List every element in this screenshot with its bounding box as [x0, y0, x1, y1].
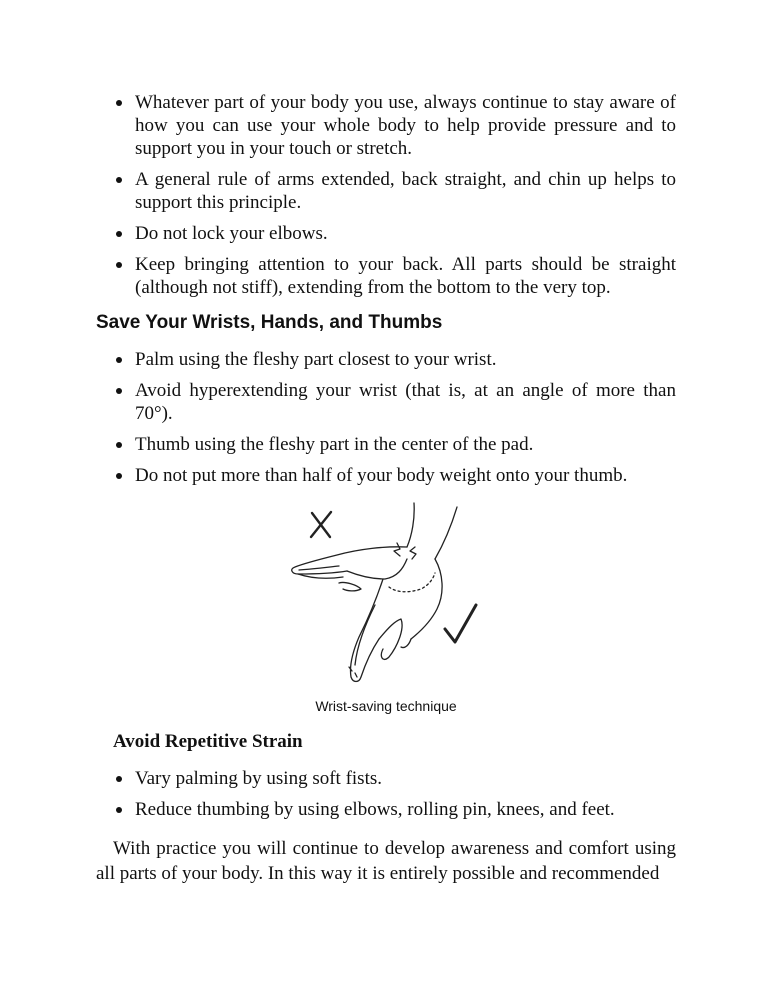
list-item — [96, 253, 676, 299]
bullet-icon — [116, 357, 122, 363]
bullet-icon — [116, 442, 122, 448]
list-item-text: Reduce thumbing by using elbows, rolling pin, knees, and feet. — [135, 799, 615, 820]
wrist-tips-list — [96, 348, 676, 495]
list-item — [96, 91, 676, 160]
list-item — [96, 168, 676, 214]
bullet-icon — [116, 473, 122, 479]
list-item — [96, 767, 676, 790]
bullet-icon — [116, 231, 122, 237]
list-item-text: Whatever part of your body you use, always continue to stay aware of how you can use your whole body to help provide pressure and to support you in your touch or stretch. — [135, 92, 676, 159]
section-heading-wrists: Save Your Wrists, Hands, and Thumbs — [96, 312, 443, 333]
bullet-icon — [116, 776, 122, 782]
list-item-text: Avoid hyperextending your wrist (that is, at an angle of more than 70°). — [135, 380, 676, 424]
figure-caption: Wrist-saving technique — [315, 698, 457, 714]
list-item — [96, 464, 676, 487]
wrist-illustration — [285, 497, 495, 692]
bullet-icon — [116, 807, 122, 813]
list-item — [96, 798, 676, 821]
list-item — [96, 222, 676, 245]
list-item-text: Do not put more than half of your body weight onto your thumb. — [135, 465, 628, 486]
bullet-icon — [116, 388, 122, 394]
list-item — [96, 379, 676, 425]
body-mechanics-list — [96, 91, 676, 307]
list-item-text: Keep bringing attention to your back. All parts should be straight (although not stiff), extending from the bottom to the very top. — [135, 254, 676, 298]
bullet-icon — [116, 100, 122, 106]
list-item-text: A general rule of arms extended, back straight, and chin up helps to support this principle. — [135, 169, 676, 213]
list-item-text: Vary palming by using soft fists. — [135, 768, 382, 789]
list-item-text: Thumb using the fleshy part in the center of the pad. — [135, 434, 534, 455]
check-mark-icon — [445, 605, 476, 642]
bullet-icon — [116, 177, 122, 183]
body-paragraph: With practice you will continue to develop awareness and comfort using all parts of your body. In this way it is entirely possible and recommended — [96, 838, 676, 884]
list-item-text: Palm using the fleshy part closest to your wrist. — [135, 349, 497, 370]
bullet-icon — [116, 262, 122, 268]
section-heading-strain: Avoid Repetitive Strain — [113, 731, 303, 752]
correct-hand-drawing — [349, 559, 442, 682]
list-item-text: Do not lock your elbows. — [135, 223, 328, 244]
list-item — [96, 433, 676, 456]
list-item — [96, 348, 676, 371]
wrong-hand-drawing — [292, 503, 457, 591]
x-mark-icon — [311, 512, 331, 537]
strain-tips-list — [96, 767, 676, 829]
